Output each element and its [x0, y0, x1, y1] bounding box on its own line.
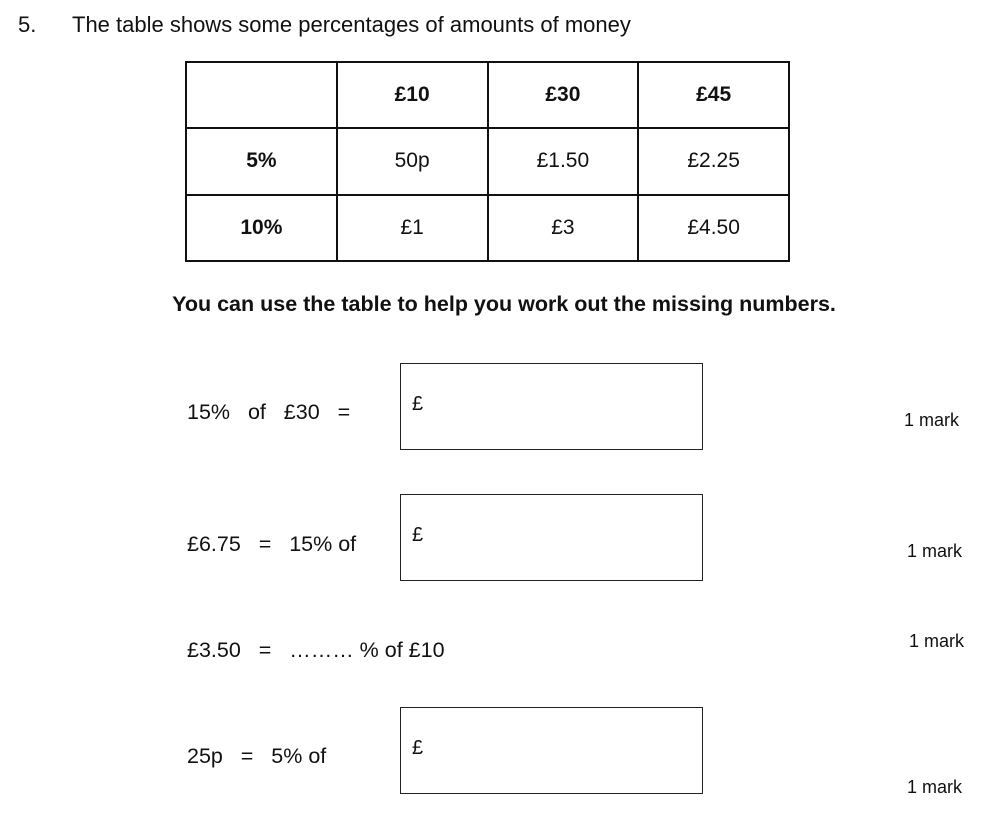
- table-header-row: [186, 62, 789, 128]
- row-label: 5%: [186, 128, 337, 194]
- part4-prompt: 25p = 5% of: [187, 744, 327, 768]
- table-cell: 50p: [337, 128, 488, 194]
- part3-marks: 1 mark: [909, 631, 965, 651]
- part1-marks: 1 mark: [904, 410, 960, 430]
- part4-marks: 1 mark: [907, 777, 963, 797]
- table-cell: £1.50: [488, 128, 639, 194]
- part3-prompt[interactable]: £3.50 = ……… % of £10: [187, 638, 445, 662]
- table-header-cell: £45: [638, 62, 789, 128]
- table-cell: £1: [337, 195, 488, 261]
- row-label: 10%: [186, 195, 337, 261]
- table-cell: £4.50: [638, 195, 789, 261]
- table-row: [186, 128, 789, 194]
- part1-pound-sign: £: [412, 393, 424, 415]
- table-cell: £3: [488, 195, 639, 261]
- question-number: 5.: [18, 12, 37, 37]
- question-text: The table shows some percentages of amounts of money: [72, 12, 631, 37]
- part2-prompt: £6.75 = 15% of: [187, 532, 357, 556]
- part1-answer-box[interactable]: [400, 363, 703, 450]
- table-row: [186, 195, 789, 261]
- part2-marks: 1 mark: [907, 541, 963, 561]
- part4-pound-sign: £: [412, 737, 424, 759]
- part1-prompt: 15% of £30 =: [187, 400, 351, 424]
- table-cell: £2.25: [638, 128, 789, 194]
- table-header-cell: £30: [488, 62, 639, 128]
- instruction-text: You can use the table to help you work out the missing numbers.: [172, 292, 836, 316]
- part2-answer-box[interactable]: [400, 494, 703, 581]
- table-header-cell: [186, 62, 337, 128]
- part2-pound-sign: £: [412, 524, 424, 546]
- table-header-cell: £10: [337, 62, 488, 128]
- percentage-table: [185, 61, 790, 262]
- part4-answer-box[interactable]: [400, 707, 703, 794]
